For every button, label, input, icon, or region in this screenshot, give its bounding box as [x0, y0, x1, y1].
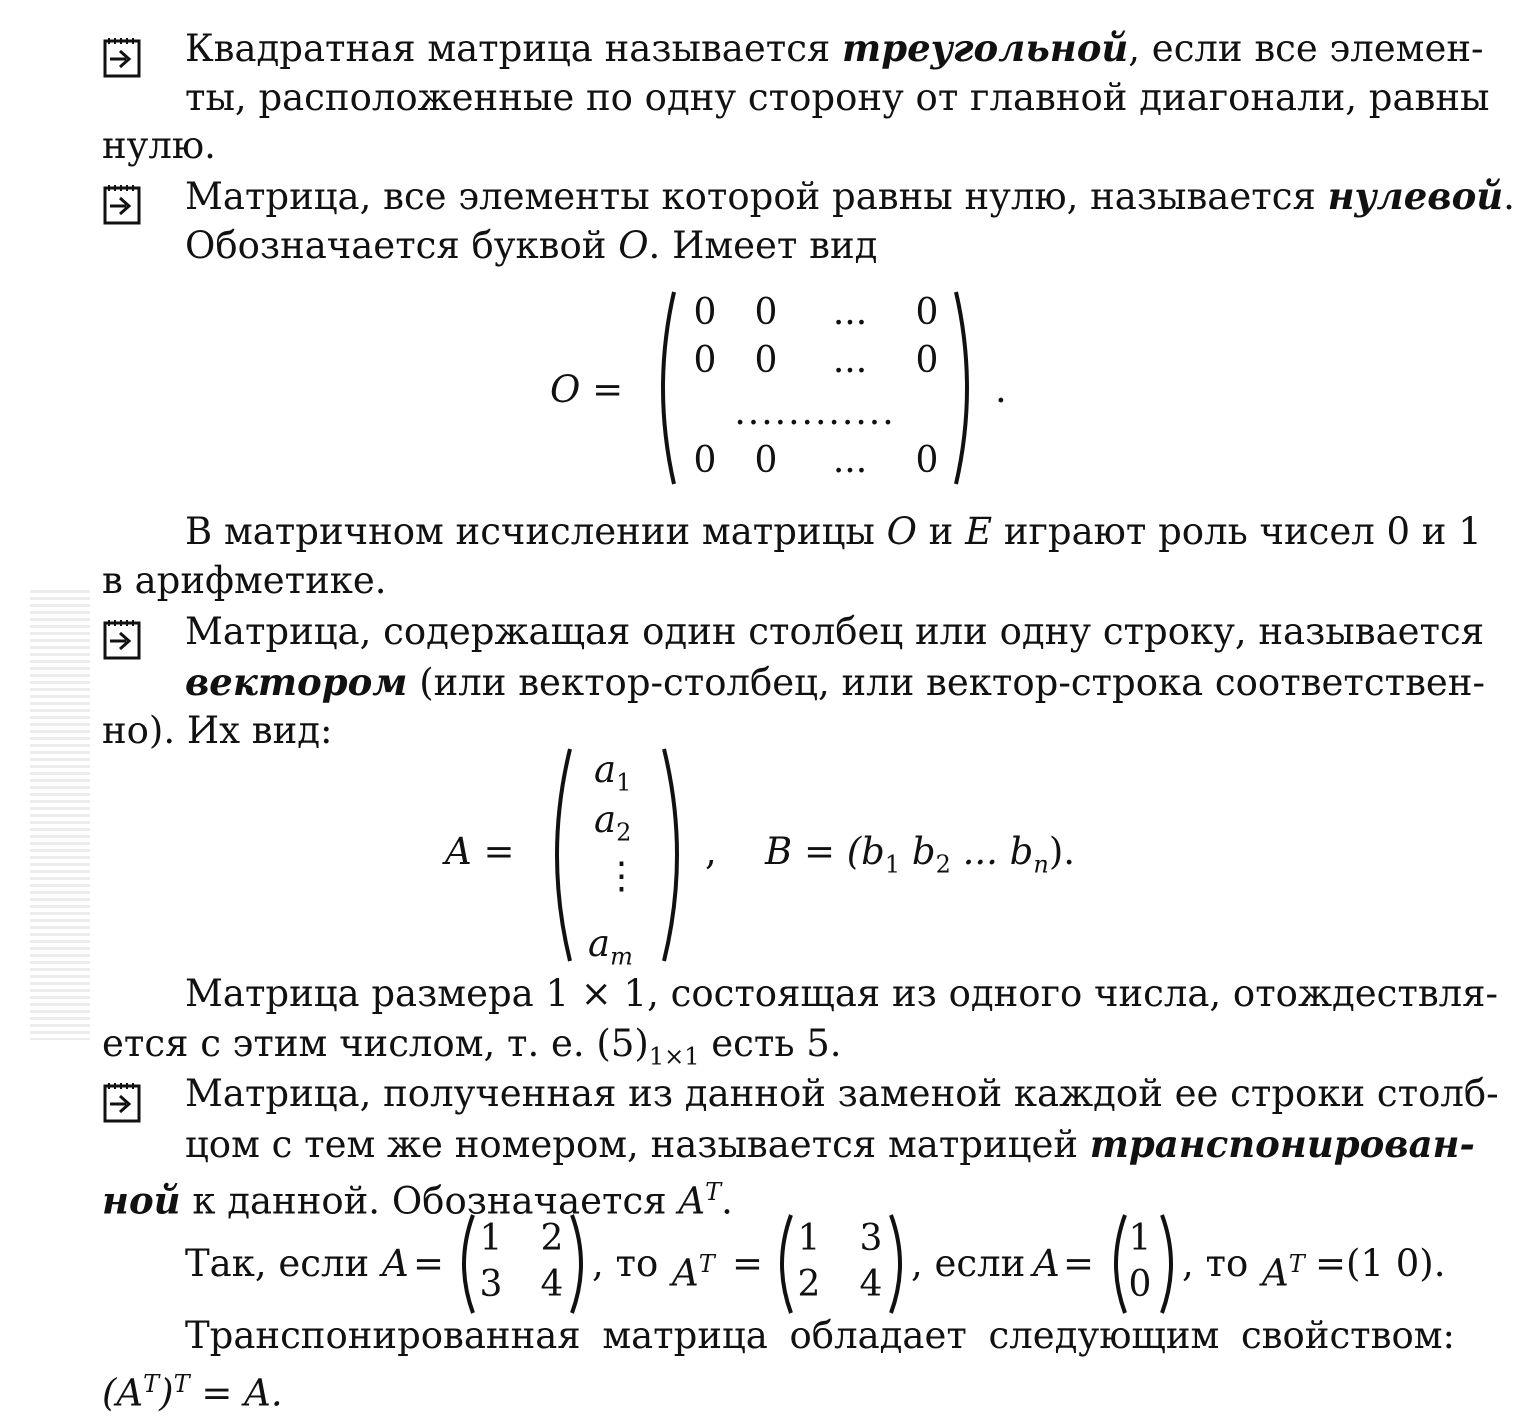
text: ): [159, 1371, 174, 1415]
text-line: [185, 222, 877, 270]
text-line: Матрица размера 1 × 1, состоящая из одного числа, отождествля-: [185, 972, 1499, 1015]
text: играют роль чисел 0 и 1: [992, 510, 1482, 553]
right-paren: [952, 288, 982, 488]
text-line: Транспонированная матрица обладает следующим свойством:: [185, 1314, 1455, 1357]
right-paren: [889, 1213, 911, 1315]
subscript: 2: [616, 818, 632, 847]
equals: =: [732, 1242, 764, 1285]
text: цом с тем же номером, называется матрицей: [185, 1123, 1090, 1166]
definition-arrow-icon: [102, 35, 142, 79]
math-symbol: E: [965, 510, 993, 553]
equals: =: [1063, 1242, 1095, 1285]
left-paren: [540, 745, 574, 965]
text-line: Матрица, содержащая один столбец или одну строку, называется: [185, 610, 1485, 653]
superscript: T: [698, 1250, 715, 1278]
text: =(1 0).: [1315, 1242, 1446, 1285]
term-zero: нулевой: [1327, 174, 1504, 218]
matrix-cell: 0: [754, 440, 778, 481]
math-symbol: A: [1033, 1242, 1060, 1285]
text: (или вектор-столбец, или вектор-строка соответствен-: [407, 661, 1485, 704]
matrix-cell: 2: [540, 1218, 564, 1259]
matrix-cell: 0: [915, 292, 939, 333]
text: = A.: [189, 1371, 283, 1415]
matrix-cell: ...: [832, 440, 868, 481]
subscript: 1×1: [648, 1042, 700, 1071]
text-line: [185, 658, 1485, 707]
text-line: [102, 1168, 733, 1225]
superscript: T: [1288, 1250, 1305, 1278]
matrix-cell: 0: [693, 340, 717, 381]
formula-comma: ,: [705, 830, 717, 873]
text: Квадратная матрица называется: [185, 27, 843, 70]
subscript: m: [610, 942, 633, 971]
text: B = (b: [765, 830, 885, 873]
text-line: в арифметике.: [102, 559, 387, 602]
superscript: T: [705, 1178, 722, 1206]
text: (A: [102, 1371, 144, 1415]
definition-arrow-icon: [102, 182, 142, 226]
matrix-cell: ...: [832, 340, 868, 381]
right-paren: [570, 1213, 592, 1315]
matrix-dots-row: ............: [734, 392, 896, 433]
row-vector: [765, 828, 1075, 888]
left-paren: [648, 288, 678, 488]
text: , если все элемен-: [1128, 27, 1484, 70]
text: ется с этим числом, т. е. (5): [102, 1022, 649, 1065]
math-symbol: A: [382, 1242, 409, 1285]
text: Обозначается буквой: [185, 224, 619, 267]
formula-lhs: O =: [550, 368, 624, 411]
right-paren: [1160, 1213, 1182, 1315]
matrix-cell: 1: [479, 1218, 503, 1259]
text: ... b: [950, 830, 1034, 873]
scan-edge-noise: [30, 590, 90, 1040]
text: b: [900, 830, 936, 873]
vertical-dots: ⋮: [603, 854, 640, 897]
matrix-cell: 0: [693, 440, 717, 481]
matrix-cell: 0: [915, 340, 939, 381]
equals: =: [413, 1242, 445, 1285]
math-symbol: O: [618, 224, 649, 267]
math-symbol: [672, 1240, 715, 1297]
text-line: [185, 1120, 1475, 1169]
superscript: T: [173, 1370, 190, 1398]
math-symbol: [1262, 1240, 1305, 1297]
text: есть 5.: [699, 1022, 842, 1065]
vector-entry: [594, 796, 631, 856]
matrix-cell: 1: [797, 1218, 821, 1259]
text: a: [594, 798, 617, 841]
text: , то: [1182, 1242, 1249, 1285]
text: В матричном исчислении матрицы: [185, 510, 887, 553]
text: Так, если: [185, 1242, 370, 1285]
text-line: ты, расположенные по одну сторону от главной диагонали, равны: [185, 76, 1490, 119]
formula-period: .: [995, 368, 1007, 411]
matrix-cell: 1: [1128, 1218, 1152, 1259]
definition-arrow-icon: [102, 1080, 142, 1124]
term-triangular: треугольной: [842, 26, 1129, 70]
formula-lhs: A =: [445, 830, 515, 873]
superscript: T: [143, 1370, 160, 1398]
text: A: [672, 1251, 699, 1295]
text-line: [185, 172, 1515, 221]
matrix-cell: 3: [479, 1264, 503, 1305]
matrix-cell: 0: [693, 292, 717, 333]
text: a: [594, 748, 617, 791]
text: и: [916, 510, 966, 553]
text-line: но). Их вид:: [102, 709, 333, 752]
right-paren: [660, 745, 694, 965]
text: A: [1262, 1251, 1289, 1295]
text-line: [102, 1360, 283, 1417]
text: Матрица, все элементы которой равны нулю, называется: [185, 175, 1328, 218]
text: , если: [911, 1242, 1026, 1285]
text-line: [185, 508, 1482, 556]
matrix-cell: 3: [859, 1218, 883, 1259]
subscript: n: [1033, 850, 1049, 879]
subscript: 1: [884, 850, 901, 879]
text: ).: [1048, 830, 1076, 873]
subscript: 1: [616, 768, 632, 797]
term-transposed-end: ной: [102, 1178, 181, 1223]
matrix-cell: 0: [915, 440, 939, 481]
term-vector: вектором: [185, 660, 408, 704]
math-symbol: O: [886, 510, 917, 553]
matrix-cell: 4: [540, 1264, 564, 1305]
text: к данной. Обозначается: [180, 1179, 679, 1223]
text: a: [588, 922, 611, 965]
term-transposed: транспонирован-: [1089, 1122, 1475, 1166]
text-line: Матрица, полученная из данной заменой каждой ее строки столб-: [185, 1072, 1499, 1115]
matrix-cell: 4: [859, 1264, 883, 1305]
text: , то: [592, 1242, 659, 1285]
matrix-cell: ...: [832, 292, 868, 333]
matrix-cell: 0: [754, 340, 778, 381]
math-symbol: A: [678, 1179, 706, 1223]
text: .: [721, 1179, 733, 1223]
text: . Имеет вид: [648, 224, 878, 267]
matrix-cell: 0: [1128, 1264, 1152, 1305]
definition-arrow-icon: [102, 617, 142, 661]
subscript: 2: [935, 850, 951, 879]
matrix-cell: 2: [797, 1264, 821, 1305]
text-line: нулю.: [102, 124, 216, 167]
text: .: [1503, 175, 1515, 218]
text-line: [185, 24, 1484, 73]
matrix-cell: 0: [754, 292, 778, 333]
